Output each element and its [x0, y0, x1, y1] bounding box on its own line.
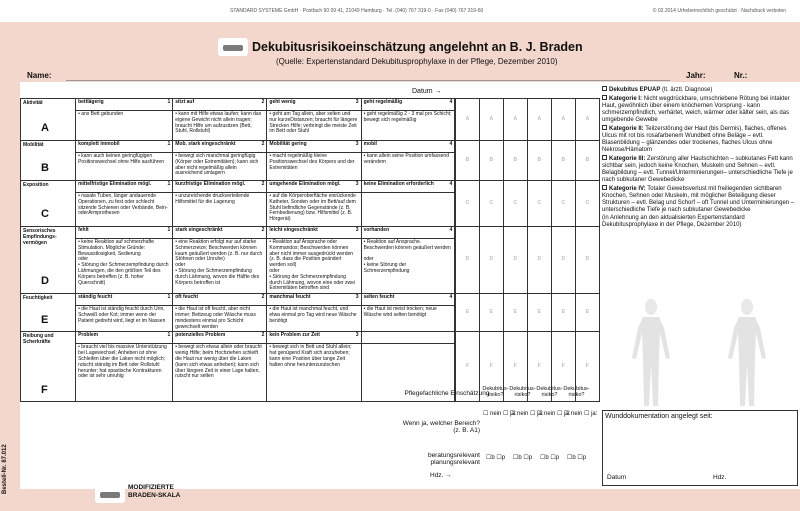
level-description: • die Haut ist meist trocken; neue Wäsche wird selten benötigt — [361, 306, 455, 332]
score-cell[interactable]: A — [503, 99, 527, 141]
level-head: keine Elimination erforderlich 4 — [361, 181, 455, 193]
col-header: Dekubitus-risiko? — [536, 386, 563, 398]
epuap-note: (in Anlehnung an den aktualisierten Expertenstandard Dekubitusprophylaxe in der Pflege, Dezember 2010) — [602, 215, 745, 228]
score-cell[interactable]: C — [551, 181, 575, 227]
level-head: Mobilität gering 3 — [267, 141, 361, 153]
checkbox[interactable] — [602, 86, 607, 91]
score-cell[interactable]: B — [455, 141, 479, 181]
score-cell[interactable]: A — [575, 99, 599, 141]
wound-hdz-label: Hdz. — [713, 474, 727, 481]
level-description: • Reaktion auf Ansprache. Beschwerden können geäußert werden oder • keine Störung der Schmerzempfindung — [361, 239, 455, 294]
level-description: • auf die Körperoberfläche einrückende Katheter, Sonden oder im Bett/auf dem Stuhl befindliche Gegenstände (z. B. Fernbedienung) bzw. Hilfsmittel (z. B. Hörgerät) — [267, 193, 361, 227]
epuap-item[interactable]: Kategorie II: Teilzerstörung der Haut (bis Dermis), flaches, offenes Ulcus mit rot bis rosafarbenem Wundbett ohne Beläge – evtl. Blasenbildung – glänzendes oder trockenes, flaches Ulcus ohne Nekrose/Hämatom — [602, 126, 787, 153]
assessment-block — [382, 386, 600, 486]
score-cell[interactable]: B — [551, 141, 575, 181]
level-description: • macht regelmäßig kleine Positionswechsel des Körpers und der Extremitäten — [267, 153, 361, 181]
criterion-letter: F — [41, 383, 48, 396]
level-description: • ans Bett gebunden — [76, 111, 173, 141]
criterion-label: Feuchtigkeit E — [21, 294, 76, 332]
level-description — [361, 193, 455, 227]
level-head: sitzt auf 2 — [173, 99, 267, 111]
level-description: • keine Reaktion auf schmerzhafte Stimulation. Mögliche Gründe: Bewusstlosigkeit, Sedierung oder • Störung der Schmerzempfindung durch Lähmungen, die den größten Teil des Körpers betreffen (z. B. hoher Querschnitt) — [76, 239, 173, 294]
level-head: selten feucht 4 — [361, 294, 455, 306]
bp-checkbox[interactable]: ☐b ☐p — [486, 455, 506, 461]
level-description: • bewegt sich etwas allein oder braucht wenig Hilfe; beim Hochziehen schleift die Haut nur wenig über die Laken (kann sich etwas anheben); kann sich über längere Zeit in einer Lage halten, rutscht nur selten — [173, 344, 267, 402]
level-head: manchmal feucht 3 — [267, 294, 361, 306]
level-head: kurzfristige Elimination mögl. 2 — [173, 181, 267, 193]
level-description: • Reaktion auf Ansprache oder Kommandos; Beschwerden können aber nicht immer ausgedrückt werden (z. B. dass die Position geändert werden soll) oder • Störung der Schmerzempfindung durch Lähmung, wovon eine oder zwei Extremitäten betroffen sind — [267, 239, 361, 294]
criterion-letter: D — [41, 275, 49, 288]
level-description: • kann allein seine Position umfassend verändern — [361, 153, 455, 181]
score-cell[interactable]: F — [575, 332, 599, 402]
level-head: komplett immobil 1 — [76, 141, 173, 153]
level-head: Mob. stark eingeschränkt 2 — [173, 141, 267, 153]
level-description: • bewegt sich manchmal geringfügig (Körper oder Extremitäten); kann sich aber nicht regelmäßig allein ausreichend umlagern — [173, 153, 267, 181]
level-description: • unzureichende druckverteilende Hilfsmittel für die Lagerung — [173, 193, 267, 227]
criterion-label: Reibung und Scherkräfte F — [21, 332, 76, 402]
bp-checkbox[interactable]: ☐b ☐p — [513, 455, 533, 461]
wound-date-label: Datum — [607, 474, 627, 481]
criterion-label: Exposition C — [21, 181, 76, 227]
level-head: oft feucht 2 — [173, 294, 267, 306]
level-head: vorhanden 4 — [361, 227, 455, 239]
epuap-item[interactable]: Kategorie III: Zerstörung aller Hautschichten – subkutanes Fett kann sichtbar sein, jedoch keine Knochen, Muskeln und Sehnen – evtl. Belagbildung – evtl. Tunnel/Unterminierungen– unterschiedliche Tiefe je nach subkutaner Gewebedicke — [602, 156, 793, 183]
order-number: Bestell-Nr. 87.012 — [2, 444, 8, 494]
criterion-head-row — [21, 227, 600, 239]
score-cell[interactable]: C — [455, 181, 479, 227]
col-header: Dekubitus-risiko? — [509, 386, 536, 398]
criterion-label: Mobilität B — [21, 141, 76, 181]
score-cell[interactable]: B — [575, 141, 599, 181]
criterion-head-row — [21, 294, 600, 306]
criterion-letter: A — [41, 122, 49, 135]
criterion-label: Aktivität A — [21, 99, 76, 141]
level-description: • geht am Tag allein, aber selten und nur kurzeDistanzen; braucht für längere Strecken Hilfe; verbringt die meiste Zeit im Bett oder Stuhl — [267, 111, 361, 141]
year-label: Jahr: — [686, 71, 706, 80]
level-head: bettlägerig 1 — [76, 99, 173, 111]
level-head: ständig feucht 1 — [76, 294, 173, 306]
level-head: fehlt 1 — [76, 227, 173, 239]
risk-checkbox[interactable]: ☐ nein ☐ ja: — [483, 411, 517, 417]
criterion-head-row — [21, 332, 600, 344]
score-cell[interactable]: C — [527, 181, 551, 227]
footer-label: MODIFIZIERTE BRADEN-SKALA — [128, 484, 181, 499]
page-title: Dekubitusrisikoeinschätzung angelehnt an B. J. Braden — [252, 40, 583, 54]
level-head: mittelfristige Elimination mögl. 1 — [76, 181, 173, 193]
beratung-label: beratungsrelevant planungsrelevant — [427, 452, 480, 466]
score-cell[interactable]: E — [455, 294, 479, 332]
criterion-letter: C — [41, 208, 49, 221]
score-cell[interactable]: E — [551, 294, 575, 332]
name-label: Name: — [27, 71, 52, 80]
number-label: Nr.: — [734, 71, 748, 80]
body-front-figure — [626, 298, 676, 410]
bp-checkbox[interactable]: ☐b ☐p — [567, 455, 587, 461]
checkbox[interactable] — [602, 185, 607, 190]
level-description: • die Haut ist oft feucht, aber nicht immer; Bettzeug oder Wäsche muss mindestens einmal pro Schicht gewechselt werden — [173, 306, 267, 332]
criterion-head-row — [21, 141, 600, 153]
score-cell[interactable]: D — [479, 227, 503, 294]
score-cell[interactable]: C — [503, 181, 527, 227]
risk-checkbox[interactable]: ☐ nein ☐ ja: — [510, 411, 544, 417]
epuap-panel — [602, 86, 798, 230]
score-cell[interactable]: A — [527, 99, 551, 141]
score-cell[interactable]: B — [503, 141, 527, 181]
level-description: • kann mit Hilfe etwas laufen; kann das eigene Gewicht nicht allein tragen; braucht Hilfe um aufzusitzen (Bett, Stuhl, Rollstuhl) — [173, 111, 267, 141]
level-head: geht regelmäßig 4 — [361, 99, 455, 111]
criterion-head-row — [21, 181, 600, 193]
level-description: • die Haut ist ständig feucht durch Urin, Schweiß oder Kot; immer wenn der Patient gedreht wird, liegt er im Nassen — [76, 306, 173, 332]
score-cell[interactable]: D — [455, 227, 479, 294]
bp-checkbox[interactable]: ☐b ☐p — [540, 455, 560, 461]
score-cell[interactable]: F — [527, 332, 551, 402]
level-head: leicht eingeschränkt 3 — [267, 227, 361, 239]
score-cell[interactable]: E — [575, 294, 599, 332]
level-description: • die Haut ist manchmal feucht, und etwa einmal pro Tag wird neue Wäsche benötigt — [267, 306, 361, 332]
score-cell[interactable]: F — [479, 332, 503, 402]
score-cell[interactable]: E — [479, 294, 503, 332]
score-cell[interactable]: B — [479, 141, 503, 181]
risk-checkbox[interactable]: ☐ nein ☐ ja: — [537, 411, 571, 417]
score-cell[interactable]: D — [551, 227, 575, 294]
wound-documentation[interactable] — [602, 410, 798, 486]
copyright: © 02.2014 Urheberrechtlich geschützt · Nachdruck verboten — [652, 8, 786, 14]
level-head: stark eingeschränkt 2 — [173, 227, 267, 239]
hdz-label: Hdz. → — [430, 472, 452, 479]
checkbox[interactable] — [602, 125, 607, 130]
bed-logo-icon — [218, 38, 248, 56]
score-cell[interactable]: B — [527, 141, 551, 181]
wound-title: Wunddokumentation angelegt seit: — [605, 413, 713, 420]
footer-logo-icon — [95, 485, 125, 503]
score-cell[interactable]: C — [479, 181, 503, 227]
criterion-label: Sensorisches Empfindungs-vermögen D — [21, 227, 76, 294]
epuap-item[interactable]: Kategorie I: Nicht wegdrückbare, umschriebene Rötung bei intakter Haut, gewöhnlich über einem knöchernen Vorsprung - kann schmerzempfindlich, verhärtet, weich, wärmer oder kälter sein, als das umgebende Gewebe — [602, 96, 790, 123]
checkbox[interactable] — [602, 95, 607, 100]
score-cell[interactable]: A — [455, 99, 479, 141]
level-description: • eine Reaktion erfolgt nur auf starke Schmerzreize; Beschwerden können kaum geäußert werden (z. B. nur durch Stöhnen oder Unruhe) oder • Störung der Schmerzempfindung durch Lähmung, wovon die Hälfte des Körpers betroffen ist — [173, 239, 267, 294]
level-description: • bewegt sich in Bett und Stuhl allein; hat genügend Kraft sich anzuheben; kann eine Position über lange Zeit halten ohne herunterzurutschen — [267, 344, 361, 402]
level-description: • geht regelmäßig 2 - 3 mal pro Schicht; bewegt sich regelmäßig — [361, 111, 455, 141]
braden-table — [20, 98, 600, 402]
level-head: umgehende Elimination mögl. 3 — [267, 181, 361, 193]
pflege-title: Pflegefachliche Einschätzung — [404, 390, 490, 397]
score-cell[interactable]: F — [455, 332, 479, 402]
score-cell[interactable]: F — [503, 332, 527, 402]
page-subtitle: (Quelle: Expertenstandard Dekubitusprophylaxe in der Pflege, Dezember 2010) — [276, 57, 558, 66]
level-description: • kann auch keinen geringfügigen Positionswechsel ohne Hilfe ausführen — [76, 153, 173, 181]
risk-checkbox[interactable]: ☐ nein ☐ ja: — [564, 411, 598, 417]
level-head: Problem 1 — [76, 332, 173, 344]
epuap-item[interactable]: Dekubitus EPUAP (lt. ärztl. Diagnose) — [602, 86, 798, 94]
score-cell[interactable]: D — [503, 227, 527, 294]
col-header: Dekubitus-risiko? — [482, 386, 509, 398]
company-info: STANDARD SYSTEME GmbH · Postfach 90 09 41, 21049 Hamburg · Tel. (040) 767 319-0 · Fax (040) 767 319-60 — [230, 8, 484, 14]
score-cell[interactable]: D — [527, 227, 551, 294]
criterion-letter: B — [41, 162, 49, 175]
checkbox[interactable] — [602, 155, 607, 160]
level-description: • nasale Tuben, länger andauernde Operationen, zu fest oder schlecht sitzende Schienen oder Verbände, Bein- oderArmprothesen — [76, 193, 173, 227]
score-cell[interactable]: A — [551, 99, 575, 141]
epuap-item[interactable]: Kategorie IV: Totaler Gewebsverlust mit freiliegenden sichtbaren Knochen, Sehnen oder Muskeln, mit möglicher Beteiligung dieser Strukturen – evtl. Belag und Schorf – oft Tunnel und Unterminierungen – unterschiedliche Tiefe je nach subkutaner Gewebedicke — [602, 186, 795, 213]
criterion-head-row — [21, 99, 600, 111]
wenn-ja-label: Wenn ja, welcher Bereich? (z. B. A1) — [402, 420, 480, 434]
criterion-letter: E — [41, 313, 49, 326]
level-head: geht wenig 3 — [267, 99, 361, 111]
score-cell[interactable]: E — [503, 294, 527, 332]
name-field[interactable] — [66, 80, 670, 81]
top-line — [0, 0, 800, 22]
score-cell[interactable]: E — [527, 294, 551, 332]
level-head: kein Problem zur Zeit 3 — [267, 332, 361, 344]
level-description: • braucht viel bis massive Unterstützung bei Lagewechsel; Anheben ist ohne Schleifen über die Laken nicht möglich; rutscht ständig im Bett oder Rollstuhl herunter; hat spastische Kontrakturen oder ist sehr unruhig — [76, 344, 173, 402]
score-cell[interactable]: A — [479, 99, 503, 141]
patient-info-bar — [20, 71, 800, 82]
score-cell[interactable]: C — [575, 181, 599, 227]
score-cell[interactable]: D — [575, 227, 599, 294]
level-head: mobil 4 — [361, 141, 455, 153]
level-head: potenzielles Problem 2 — [173, 332, 267, 344]
level-head — [361, 332, 455, 344]
body-back-figure — [722, 298, 772, 410]
score-cell[interactable]: F — [551, 332, 575, 402]
col-header: Dekubitus-risiko? — [563, 386, 590, 398]
datum-label: Datum → — [412, 88, 442, 95]
